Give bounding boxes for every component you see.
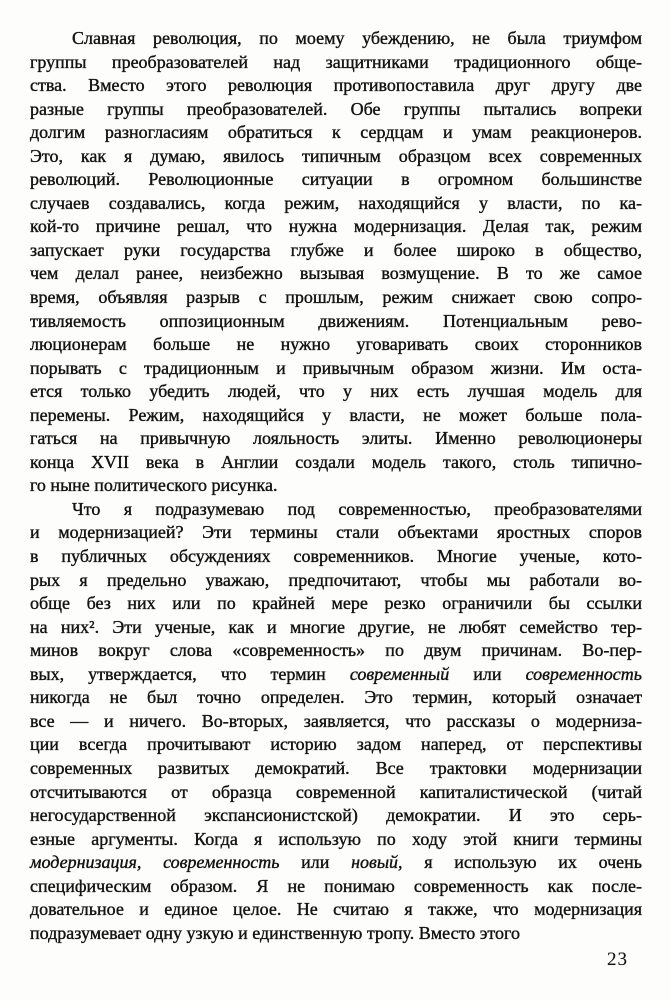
text-segment: кой-то причине решал, что нужна модернизация. Делая так, режим	[30, 216, 642, 237]
page-number: 23	[607, 949, 628, 970]
text-line	[30, 121, 642, 145]
text-line	[30, 404, 642, 428]
text-line	[30, 74, 642, 98]
text-line	[30, 569, 642, 593]
text-segment: Это, как я думаю, явилось типичным образцом всех современных	[30, 145, 642, 166]
text-block	[30, 27, 642, 945]
text-line	[30, 781, 642, 805]
text-segment: ется только убедить людей, что у них есть лучшая модель для	[30, 381, 642, 402]
text-segment: го ныне политического рисунка.	[30, 475, 278, 496]
text-line	[30, 451, 642, 475]
text-segment: Славная революция, по моему убеждению, не была триумфом	[72, 28, 642, 48]
text-line	[30, 922, 642, 946]
text-segment: запускает руки государства глубже и более широко в общество,	[30, 239, 642, 260]
text-line	[30, 686, 642, 710]
text-segment: вых, утверждается, что термин	[30, 663, 350, 684]
text-line	[30, 357, 642, 381]
text-segment: Что я подразумеваю под современностью, преобразователями	[72, 498, 642, 519]
text-line	[30, 639, 642, 663]
text-segment: рых я предельно уважаю, предпочитают, чтобы мы работали во-	[30, 569, 642, 590]
text-segment: обще без них или по крайней мере резко ограничили бы ссылки	[30, 593, 642, 614]
paragraph	[30, 27, 642, 498]
text-segment: в публичных обсуждениях современников. Многие ученые, кото-	[30, 546, 642, 567]
text-line	[30, 215, 642, 239]
text-segment: и модернизацией? Эти термины стали объектами яростных споров	[30, 522, 642, 543]
text-segment: подразумевает одну узкую и единственную тропу. Вместо этого	[30, 922, 520, 943]
text-line	[30, 98, 642, 122]
text-segment: на них². Эти ученые, как и многие другие, не любят семейство тер-	[30, 616, 642, 637]
text-segment: или	[279, 852, 352, 873]
text-line	[30, 239, 642, 263]
text-segment: перемены. Режим, находящийся у власти, не может больше пола-	[30, 404, 642, 425]
text-line	[30, 192, 642, 216]
text-line	[30, 545, 642, 569]
text-line	[30, 498, 642, 522]
text-line	[30, 427, 642, 451]
text-line	[30, 592, 642, 616]
text-line	[30, 286, 642, 310]
text-segment: негосударственной экспансионистской) демократии. И это серь-	[30, 805, 642, 826]
text-line	[30, 875, 642, 899]
text-segment: довательное и единое целое. Не считаю я также, что модернизация	[30, 899, 642, 920]
text-line	[30, 616, 642, 640]
text-segment: революций. Революционные ситуации в огромном большинстве	[30, 169, 642, 190]
text-segment: езные аргументы. Когда я использую по ходу этой книги термины	[30, 828, 642, 849]
text-line	[30, 51, 642, 75]
text-segment: отсчитываются от образца современной капиталистической (читай	[30, 781, 642, 802]
text-line	[30, 27, 642, 51]
text-line	[30, 310, 642, 334]
italic-term: современность	[525, 663, 642, 684]
text-segment: современных развитых демократий. Все трактовки модернизации	[30, 757, 642, 778]
text-segment: тивляемость оппозиционным движениям. Потенциальным рево-	[30, 310, 642, 331]
text-segment: специфическим образом. Я не понимаю современность как после-	[30, 875, 642, 896]
text-line	[30, 851, 642, 875]
text-segment: случаев создавались, когда режим, находящийся у власти, по ка-	[30, 192, 642, 213]
text-line	[30, 710, 642, 734]
text-line	[30, 145, 642, 169]
text-segment: ции всегда прочитывают историю задом наперед, от перспективы	[30, 734, 642, 755]
text-segment: время, объявляя разрыв с прошлым, режим снижает свою сопро-	[30, 287, 642, 308]
text-segment: никогда не был точно определен. Это термин, который означает	[30, 687, 642, 708]
text-segment: или	[449, 663, 526, 684]
text-line	[30, 757, 642, 781]
text-segment: люционерам больше не нужно уговаривать своих сторонников	[30, 334, 642, 355]
text-segment: конца XVII века в Англии создали модель такого, столь типично-	[30, 451, 642, 472]
italic-term: новый,	[351, 852, 403, 873]
text-line	[30, 828, 642, 852]
paragraph	[30, 498, 642, 945]
text-segment: я использую их очень	[402, 852, 643, 873]
text-segment: все — и ничего. Во-вторых, заявляется, что рассказы о модерниза-	[30, 710, 642, 731]
text-segment: гаться на привычную лояльность элиты. Именно революционеры	[30, 428, 642, 449]
text-line	[30, 521, 642, 545]
text-line	[30, 898, 642, 922]
italic-term: современный	[349, 663, 450, 684]
text-line	[30, 262, 642, 286]
text-segment: порывать с традиционным и привычным образом жизни. Им оста-	[30, 357, 642, 378]
text-line	[30, 380, 642, 404]
text-segment: чем делал ранее, неизбежно вызывая возмущение. В то же самое	[30, 263, 642, 284]
text-segment: ства. Вместо этого революция противопоставила друг другу две	[30, 75, 642, 96]
text-line	[30, 733, 642, 757]
italic-term: модернизация, современность	[30, 852, 280, 873]
text-line	[30, 663, 642, 687]
text-segment: группы преобразователей над защитниками традиционного обще-	[30, 51, 642, 72]
text-segment: разные группы преобразователей. Обе группы пытались вопреки	[30, 98, 642, 119]
text-line	[30, 333, 642, 357]
text-line	[30, 804, 642, 828]
text-line	[30, 474, 642, 498]
text-segment: минов вокруг слова «современность» по двум причинам. Во-пер-	[30, 640, 642, 661]
text-line	[30, 168, 642, 192]
text-segment: долгим разногласиям обратиться к сердцам и умам реакционеров.	[30, 122, 642, 143]
